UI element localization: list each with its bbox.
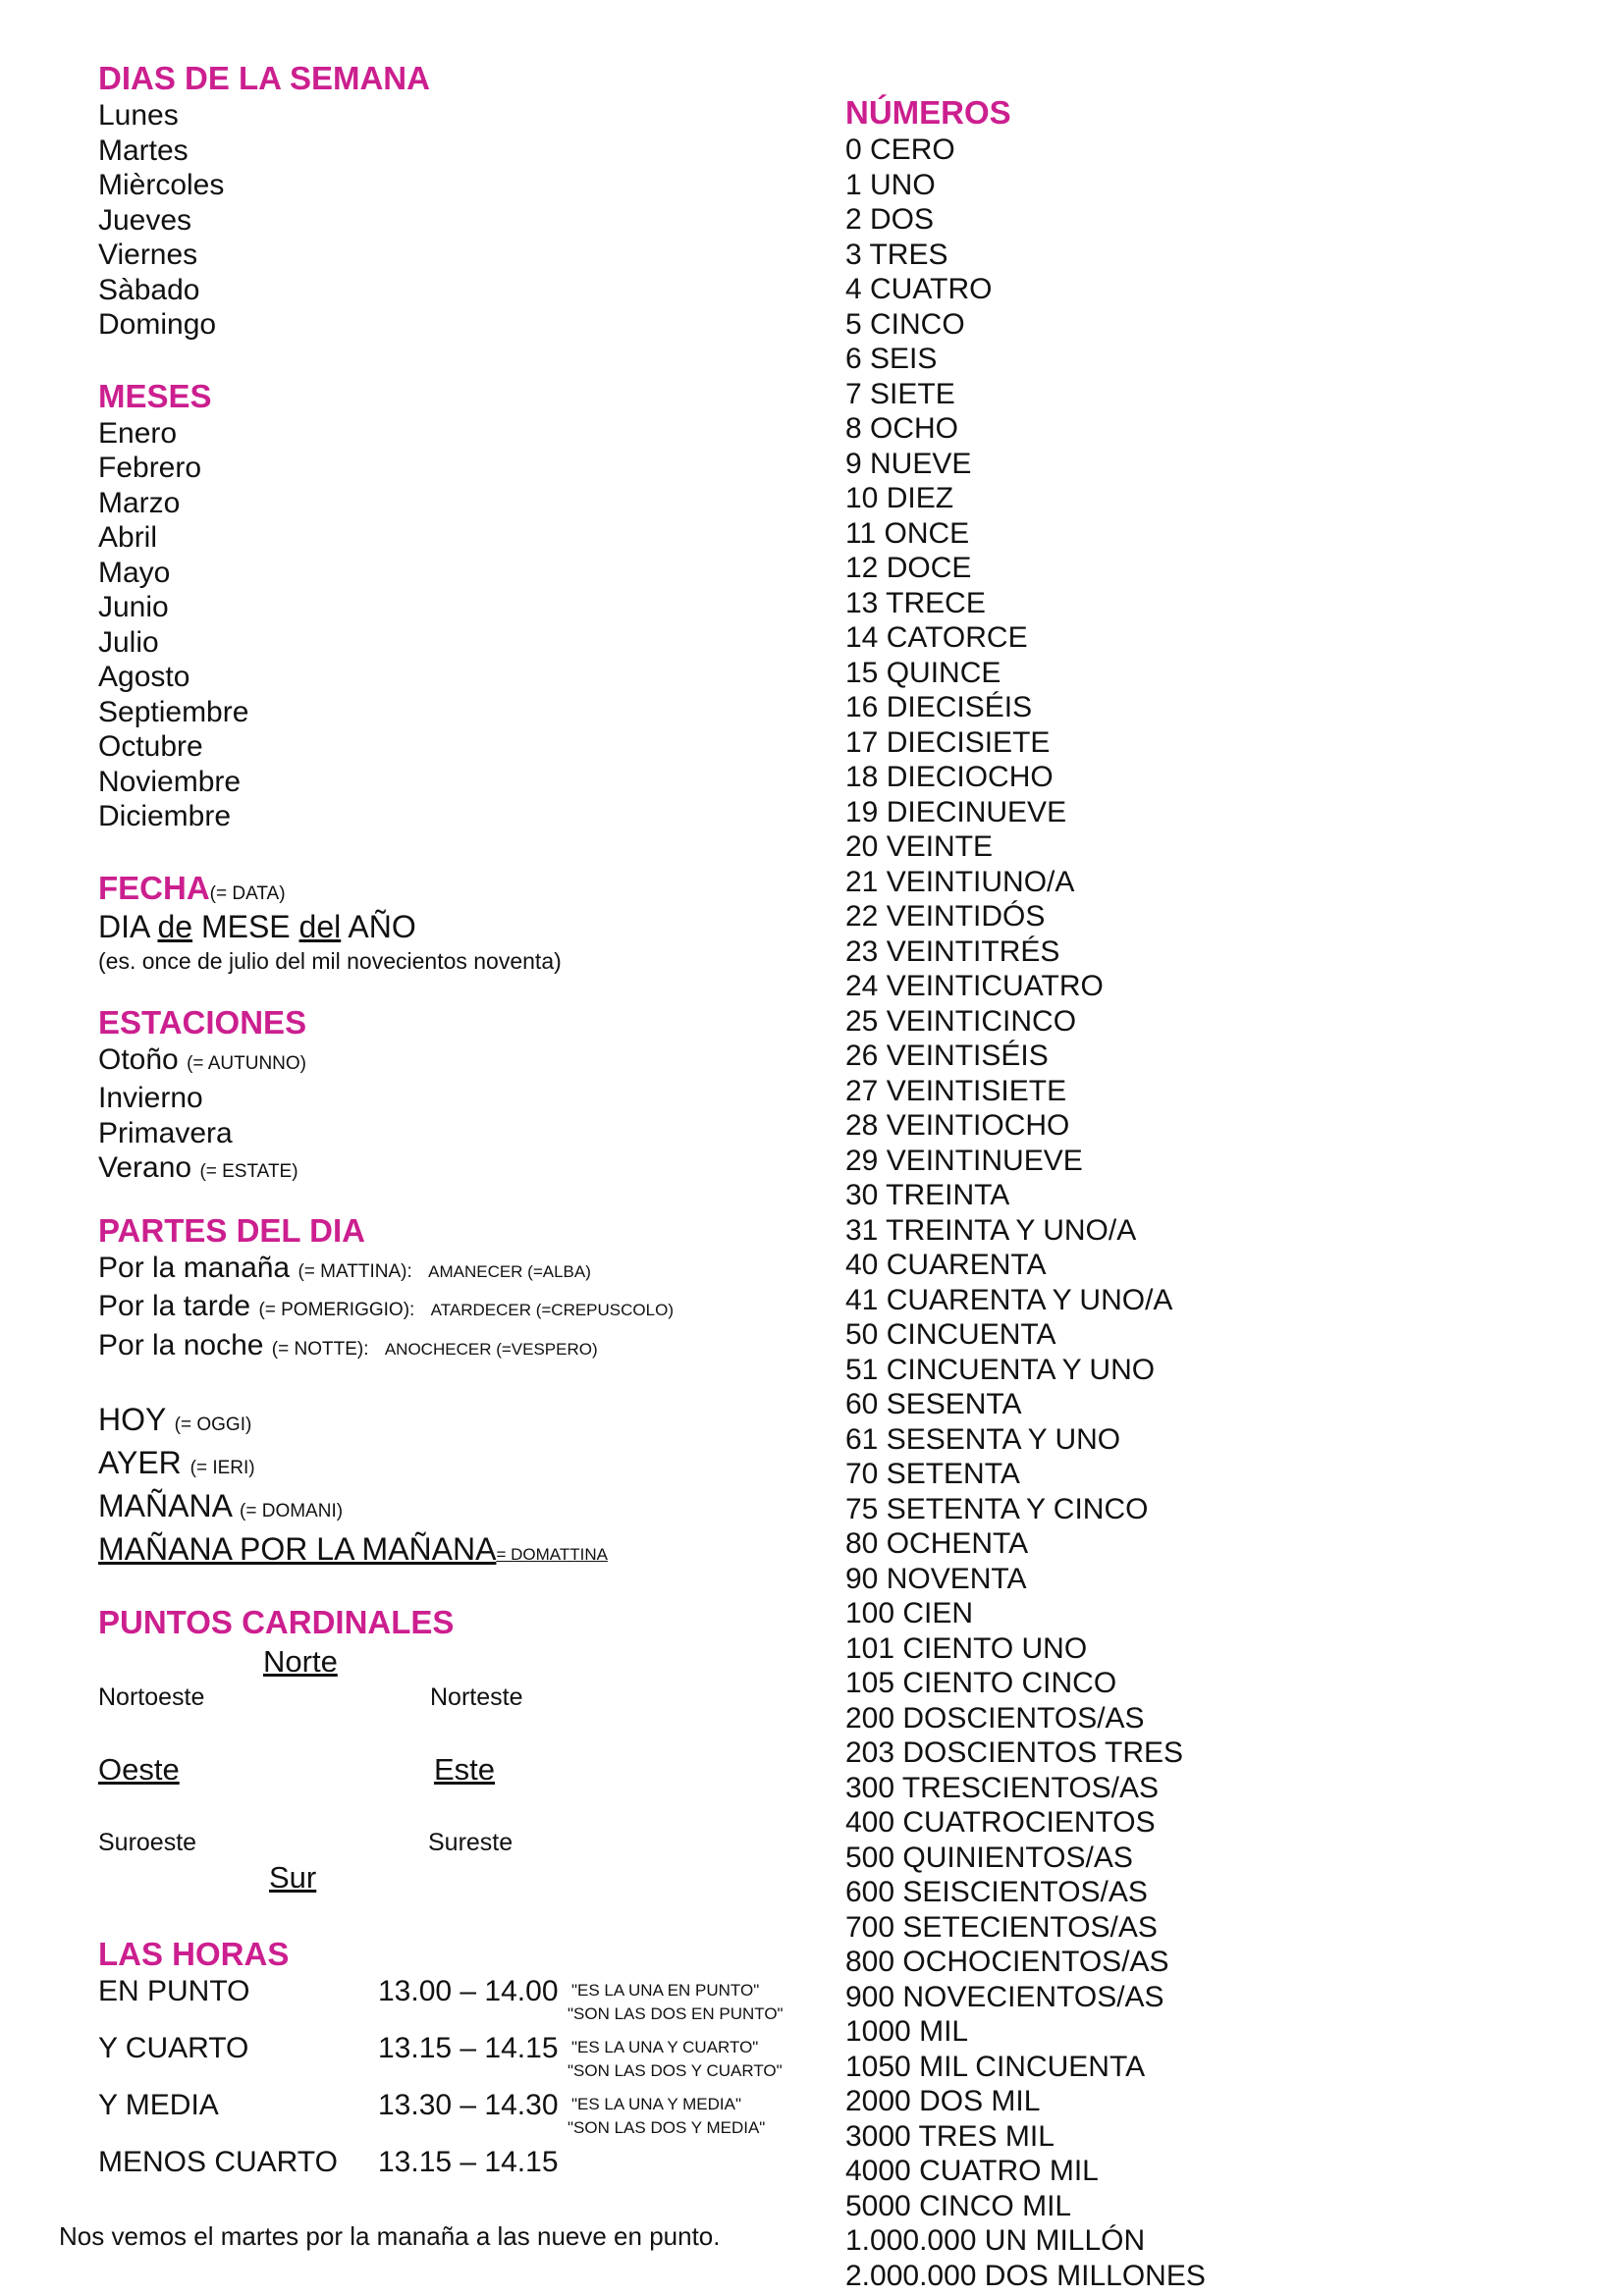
horas-row: [98, 2031, 844, 2088]
parte-name: Por la manaña: [98, 1251, 291, 1284]
numero-item: 200 DOSCIENTOS/AS: [845, 1701, 1145, 1735]
parte-name: Por la tarde: [98, 1290, 251, 1322]
estacion-item: [98, 1150, 844, 1190]
dia-item: Domingo: [98, 308, 217, 341]
numero-item: 2000 DOS MIL: [845, 2085, 1041, 2117]
mes-item: Octubre: [98, 730, 203, 763]
fecha-del: del: [298, 908, 342, 944]
numero-item: 2.000.000 DOS MILLONES: [845, 2259, 1206, 2292]
horas-heading: LAS HORAS: [98, 1936, 290, 1972]
numero-item: 101 CIENTO UNO: [845, 1631, 1088, 1665]
numero-item: 50 CINCUENTA: [845, 1318, 1056, 1351]
horas-range: 13.00 – 14.00: [378, 1975, 559, 2007]
compass-norteste: Norteste: [430, 1683, 523, 1711]
numero-item: 75 SETENTA Y CINCO: [845, 1492, 1149, 1525]
parte-name: Por la noche: [98, 1328, 264, 1362]
dia-item: Sàbado: [98, 273, 200, 306]
numeros-list: [845, 133, 1592, 2293]
relative-day-word: AYER: [98, 1445, 182, 1480]
fecha-example: (es. once de julio del mil novecientos noventa): [98, 947, 562, 974]
dias-heading: DIAS DE LA SEMANA: [98, 60, 430, 96]
relative-day-item: [98, 1444, 844, 1487]
numero-item: 17 DIECISIETE: [845, 725, 1051, 759]
numero-item: 2 DOS: [845, 203, 935, 236]
numero-item: 61 SESENTA Y UNO: [845, 1422, 1121, 1456]
parte-extra: AMANECER (=ALBA): [428, 1261, 591, 1281]
numero-item: 90 NOVENTA: [845, 1562, 1027, 1595]
numero-item: 23 VEINTITRÉS: [845, 934, 1060, 968]
horas-quote-1: "ES LA UNA Y MEDIA": [571, 2095, 742, 2113]
horas-table: [98, 1974, 844, 2202]
numero-item: 24 VEINTICUATRO: [845, 970, 1104, 1002]
fecha-heading-note: (= DATA): [209, 882, 286, 904]
numero-item: 15 QUINCE: [845, 656, 1001, 689]
numero-item: 14 CATORCE: [845, 621, 1028, 654]
compass-norte: Norte: [263, 1644, 338, 1679]
estacion-name: Invierno: [98, 1082, 203, 1114]
numero-item: 18 DIECIOCHO: [845, 761, 1054, 793]
estacion-item: [98, 1081, 844, 1116]
relative-day-note: (= IERI): [189, 1458, 255, 1478]
partes-heading: PARTES DEL DIA: [98, 1211, 365, 1249]
mes-item: Diciembre: [98, 800, 232, 832]
meses-heading: MESES: [98, 377, 212, 414]
numero-item: 28 VEINTIOCHO: [845, 1109, 1070, 1142]
horas-row: [98, 2088, 844, 2145]
parte-item: [98, 1328, 844, 1367]
compass-este: Este: [434, 1752, 496, 1787]
dia-item: Martes: [98, 133, 189, 167]
parte-item: [98, 1251, 844, 1290]
compass-nortoeste: Nortoeste: [98, 1683, 205, 1711]
dia-item: Lunes: [98, 99, 179, 132]
fecha-heading: FECHA: [98, 869, 210, 906]
numero-item: 4000 CUATRO MIL: [845, 2155, 1099, 2187]
footer-sentence: Nos vemos el martes por la manaña a las nueve en punto.: [59, 2221, 721, 2251]
mes-item: Septiembre: [98, 695, 249, 728]
numero-item: 25 VEINTICINCO: [845, 1004, 1077, 1038]
numero-item: 19 DIECINUEVE: [845, 795, 1067, 828]
numero-item: 900 NOVECIENTOS/AS: [845, 1980, 1164, 2013]
relative-day-word: HOY: [98, 1402, 166, 1437]
numero-item: 1000 MIL: [845, 2015, 969, 2048]
numero-item: 1 UNO: [845, 168, 936, 201]
dia-item: Mièrcoles: [98, 169, 225, 201]
numero-item: 7 SIETE: [845, 377, 955, 410]
numero-item: 8 OCHO: [845, 412, 959, 445]
dia-item: Viernes: [98, 239, 198, 271]
compass: [98, 1642, 844, 1897]
fecha-heading-row: [98, 869, 844, 908]
numero-item: 31 TREINTA Y UNO/A: [845, 1213, 1137, 1247]
estaciones-heading: ESTACIONES: [98, 1003, 307, 1041]
numero-item: 12 DOCE: [845, 552, 972, 584]
relative-day-note: = DOMATTINA: [496, 1545, 608, 1564]
numero-item: 800 OCHOCIENTOS/AS: [845, 1946, 1169, 1978]
numero-item: 1.000.000 UN MILLÓN: [845, 2224, 1146, 2257]
estacion-item: [98, 1042, 844, 1082]
estacion-item: [98, 1116, 844, 1151]
numero-item: 105 CIENTO CINCO: [845, 1667, 1117, 1699]
left-column: [98, 59, 844, 2202]
numero-item: 22 VEINTIDÓS: [845, 900, 1046, 933]
dia-item: Jueves: [98, 203, 192, 237]
numero-item: 0 CERO: [845, 133, 955, 166]
horas-quote-1: "ES LA UNA EN PUNTO": [571, 1981, 760, 2000]
numero-item: 500 QUINIENTOS/AS: [845, 1841, 1133, 1874]
dias-list: [98, 98, 844, 343]
relative-day-note: (= OGGI): [174, 1415, 252, 1435]
numero-item: 27 VEINTISIETE: [845, 1074, 1067, 1107]
mes-item: Febrero: [98, 452, 202, 484]
numero-item: 400 CUATROCIENTOS: [845, 1806, 1156, 1839]
numero-item: 1050 MIL CINCUENTA: [845, 2050, 1146, 2083]
horas-quote-1: "ES LA UNA Y CUARTO": [571, 2038, 759, 2056]
estacion-name: Verano: [98, 1151, 192, 1184]
fecha-mese: MESE: [200, 908, 291, 944]
relative-day-word: MAÑANA: [98, 1488, 232, 1523]
numero-item: 21 VEINTIUNO/A: [845, 865, 1075, 898]
numero-item: 700 SETECIENTOS/AS: [845, 1910, 1158, 1944]
numero-item: 40 CUARENTA: [845, 1249, 1047, 1281]
horas-label: MENOS CUARTO: [98, 2146, 338, 2178]
relative-day-note: (= DOMANI): [240, 1501, 344, 1522]
relative-day-item: [98, 1487, 844, 1530]
numero-item: 13 TRECE: [845, 586, 986, 619]
numero-item: 20 VEINTE: [845, 830, 994, 863]
horas-row: [98, 1974, 844, 2031]
parte-note: (= NOTTE):: [271, 1338, 369, 1360]
numero-item: 6 SEIS: [845, 343, 938, 375]
parte-note: (= POMERIGGIO):: [258, 1300, 415, 1320]
estacion-name: Primavera: [98, 1116, 233, 1149]
parte-extra: ANOCHECER (=VESPERO): [384, 1339, 598, 1359]
numero-item: 29 VEINTINUEVE: [845, 1144, 1083, 1177]
relative-day-word: MAÑANA POR LA MAÑANA: [98, 1531, 497, 1567]
partes-list: [98, 1251, 844, 1367]
meses-list: [98, 416, 844, 834]
relative-days-list: [98, 1401, 844, 1530]
horas-quote-2: "SON LAS DOS Y CUARTO": [568, 2061, 783, 2080]
numero-item: 51 CINCUENTA Y UNO: [845, 1353, 1156, 1386]
numero-item: 60 SESENTA: [845, 1388, 1022, 1420]
numero-item: 70 SETENTA: [845, 1458, 1020, 1490]
horas-quote-2: "SON LAS DOS EN PUNTO": [568, 2004, 784, 2023]
estacion-note: (= ESTATE): [199, 1161, 298, 1182]
numeros-heading: NÚMEROS: [845, 94, 1011, 131]
horas-range: 13.30 – 14.30: [378, 2089, 559, 2121]
right-column: [845, 93, 1592, 2293]
horas-range: 13.15 – 14.15: [378, 2032, 559, 2064]
horas-range: 13.15 – 14.15: [378, 2146, 559, 2178]
parte-note: (= MATTINA):: [298, 1260, 412, 1282]
numero-item: 203 DOSCIENTOS TRES: [845, 1736, 1184, 1769]
cardinales-heading: PUNTOS CARDINALES: [98, 1604, 455, 1640]
parte-extra: ATARDECER (=CREPUSCOLO): [430, 1301, 674, 1319]
mes-item: Julio: [98, 625, 159, 659]
mes-item: Abril: [98, 521, 158, 554]
estacion-name: Otoño: [98, 1042, 179, 1076]
numero-item: 3 TRES: [845, 238, 948, 271]
fecha-de: de: [157, 908, 193, 944]
numero-item: 300 TRESCIENTOS/AS: [845, 1771, 1160, 1804]
horas-label: EN PUNTO: [98, 1975, 250, 2007]
numero-item: 4 CUATRO: [845, 273, 993, 305]
compass-oeste: Oeste: [98, 1752, 180, 1787]
numero-item: 41 CUARENTA Y UNO/A: [845, 1283, 1173, 1316]
numero-item: 10 DIEZ: [845, 482, 954, 514]
numero-item: 3000 TRES MIL: [845, 2119, 1055, 2153]
compass-sureste: Sureste: [428, 1829, 514, 1856]
numero-item: 16 DIECISÉIS: [845, 691, 1033, 723]
numero-item: 5 CINCO: [845, 307, 965, 341]
horas-row: [98, 2145, 844, 2202]
compass-sur: Sur: [269, 1860, 317, 1895]
numero-item: 600 SEISCIENTOS/AS: [845, 1876, 1148, 1908]
parte-item: [98, 1289, 844, 1328]
mes-item: Mayo: [98, 556, 171, 589]
numero-item: 26 VEINTISÉIS: [845, 1040, 1049, 1072]
horas-label: Y CUARTO: [98, 2032, 249, 2064]
mes-item: Noviembre: [98, 765, 242, 798]
fecha-ano: AÑO: [348, 908, 416, 944]
horas-label: Y MEDIA: [98, 2089, 219, 2121]
estacion-note: (= AUTUNNO): [187, 1052, 307, 1074]
mes-item: Marzo: [98, 486, 181, 519]
numero-item: 11 ONCE: [845, 516, 970, 550]
fecha-dia: DIA: [98, 908, 149, 944]
estaciones-list: [98, 1042, 844, 1190]
numero-item: 80 OCHENTA: [845, 1527, 1029, 1560]
numero-item: 30 TREINTA: [845, 1179, 1010, 1211]
compass-suroeste: Suroeste: [98, 1829, 197, 1856]
mes-item: Agosto: [98, 661, 190, 693]
relative-day-item: [98, 1401, 844, 1444]
mes-item: Enero: [98, 416, 178, 450]
relative-day-item: [98, 1530, 844, 1574]
fecha-formula: [98, 908, 844, 946]
numero-item: 5000 CINCO MIL: [845, 2189, 1072, 2222]
mes-item: Junio: [98, 591, 169, 623]
numero-item: 100 CIEN: [845, 1597, 974, 1629]
horas-quote-2: "SON LAS DOS Y MEDIA": [568, 2118, 766, 2137]
numero-item: 9 NUEVE: [845, 447, 972, 480]
